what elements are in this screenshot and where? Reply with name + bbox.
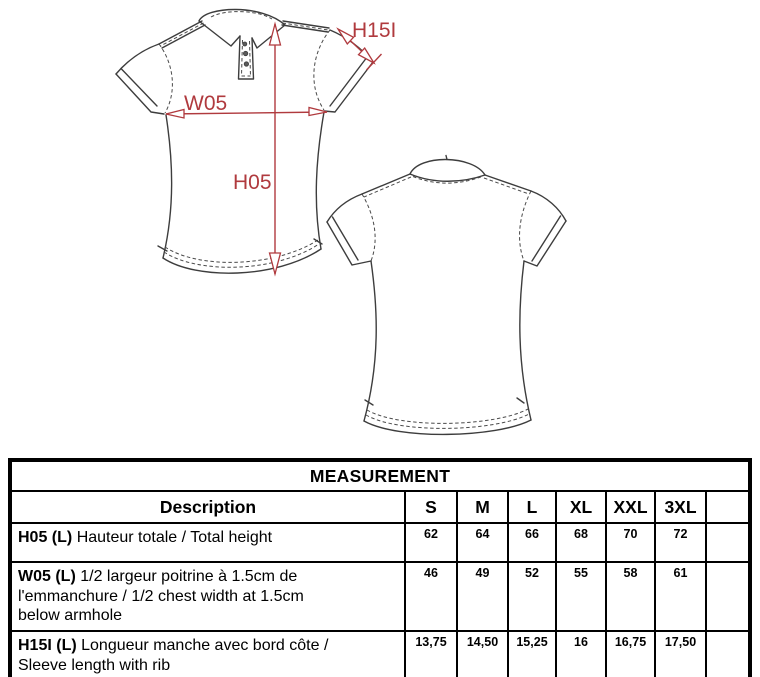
table-row-w05 [10, 562, 750, 631]
measurement-text: l'emmanchure / 1/2 chest width at 1.5cm [18, 587, 304, 605]
dimension-annotations [166, 19, 396, 274]
value-cell: 16,75 [606, 631, 655, 677]
value-cell: 52 [508, 562, 556, 631]
back-left-shoulder-stitch [364, 177, 411, 197]
measurement-table [8, 458, 752, 677]
measurement-description [10, 562, 405, 631]
back-hem-stitch-1 [366, 414, 529, 428]
h05-label: H05 [233, 171, 272, 194]
value-cell: 58 [606, 562, 655, 631]
size-header-s: S [405, 491, 457, 523]
empty-cell [706, 562, 750, 631]
w05-arrowhead-left [166, 110, 184, 119]
measurement-code: W05 (L) [18, 568, 76, 585]
back-hem-right-notch [517, 398, 524, 403]
front-body-left-edge [163, 115, 172, 258]
value-cell: 72 [655, 523, 706, 562]
value-cell: 70 [606, 523, 655, 562]
measurement-text: Hauteur totale / Total height [76, 529, 273, 546]
front-right-shoulder-seam [282, 21, 329, 32]
size-header-xxl: XXL [606, 491, 655, 523]
h05-dimension-arrow [233, 24, 281, 274]
value-cell: 15,25 [508, 631, 556, 677]
size-header-m: M [457, 491, 508, 523]
back-collar-center-notch [446, 156, 447, 160]
value-cell: 17,50 [655, 631, 706, 677]
h05-arrowhead-bottom [270, 253, 281, 274]
back-left-shoulder-seam [362, 174, 410, 194]
value-cell: 46 [405, 562, 457, 631]
front-hem-stitch-2 [165, 240, 318, 262]
back-hem-stitch-2 [367, 409, 528, 423]
front-hem-edge [163, 249, 321, 273]
table-title: MEASUREMENT [10, 460, 750, 491]
measurement-code: H15I (L) [18, 637, 77, 654]
back-right-armhole-stitch [520, 191, 531, 261]
back-right-shoulder-seam [485, 175, 531, 191]
measurement-text: 1/2 largeur poitrine à 1.5cm de [80, 568, 298, 585]
h15i-dimension-arrow [338, 19, 396, 70]
value-cell: 68 [556, 523, 606, 562]
table-row-h15i [10, 631, 750, 677]
front-left-shoulder-stitch [161, 23, 204, 46]
measurement-text: Longueur manche avec bord côte / [81, 637, 329, 654]
value-cell: 61 [655, 562, 706, 631]
value-cell: 62 [405, 523, 457, 562]
table-header-row [10, 491, 750, 523]
front-right-armhole-stitch [314, 30, 330, 110]
back-body-left-edge [364, 261, 376, 421]
table-row-h05 [10, 523, 750, 562]
front-left-armhole-stitch [159, 44, 172, 113]
table-title-row [10, 460, 750, 491]
size-header-3xl: 3XL [655, 491, 706, 523]
size-header-l: L [508, 491, 556, 523]
w05-dimension-arrow [166, 92, 327, 118]
w05-label: W05 [184, 92, 228, 115]
placket-button-2 [243, 51, 247, 55]
h15i-label: H15I [352, 19, 397, 42]
empty-cell [706, 631, 750, 677]
size-header-xl: XL [556, 491, 606, 523]
measurement-code: H05 (L) [18, 529, 73, 546]
description-column-header: Description [10, 491, 405, 523]
back-body-right-edge [520, 261, 531, 420]
back-collar-stitch [413, 177, 482, 184]
value-cell: 66 [508, 523, 556, 562]
back-collar-outer [410, 159, 485, 175]
front-left-sleeve-cuff [116, 69, 164, 115]
measurement-description [10, 631, 405, 677]
value-cell: 16 [556, 631, 606, 677]
value-cell: 49 [457, 562, 508, 631]
empty-cell [706, 523, 750, 562]
placket-button-3 [244, 62, 248, 66]
front-body-right-edge [316, 112, 324, 249]
back-hem-edge [364, 420, 531, 434]
measurement-description [10, 523, 405, 562]
back-collar-bottom [410, 174, 485, 181]
h05-arrowhead-top [270, 24, 281, 45]
back-right-sleeve-cuff [524, 216, 566, 266]
value-cell: 14,50 [457, 631, 508, 677]
size-header-empty [706, 491, 750, 523]
back-right-shoulder-stitch [484, 178, 529, 194]
value-cell: 55 [556, 562, 606, 631]
front-hem-stitch-1 [164, 244, 319, 267]
measurement-text: Sleeve length with rib [18, 656, 171, 674]
value-cell: 13,75 [405, 631, 457, 677]
back-left-armhole-stitch [362, 194, 375, 261]
back-left-sleeve-cuff [327, 217, 371, 265]
value-cell: 64 [457, 523, 508, 562]
front-right-sleeve-cuff [324, 57, 373, 113]
back-polo-technical-drawing [327, 156, 566, 435]
measurement-text: below armhole [18, 607, 123, 624]
placket-button-1 [243, 42, 247, 46]
